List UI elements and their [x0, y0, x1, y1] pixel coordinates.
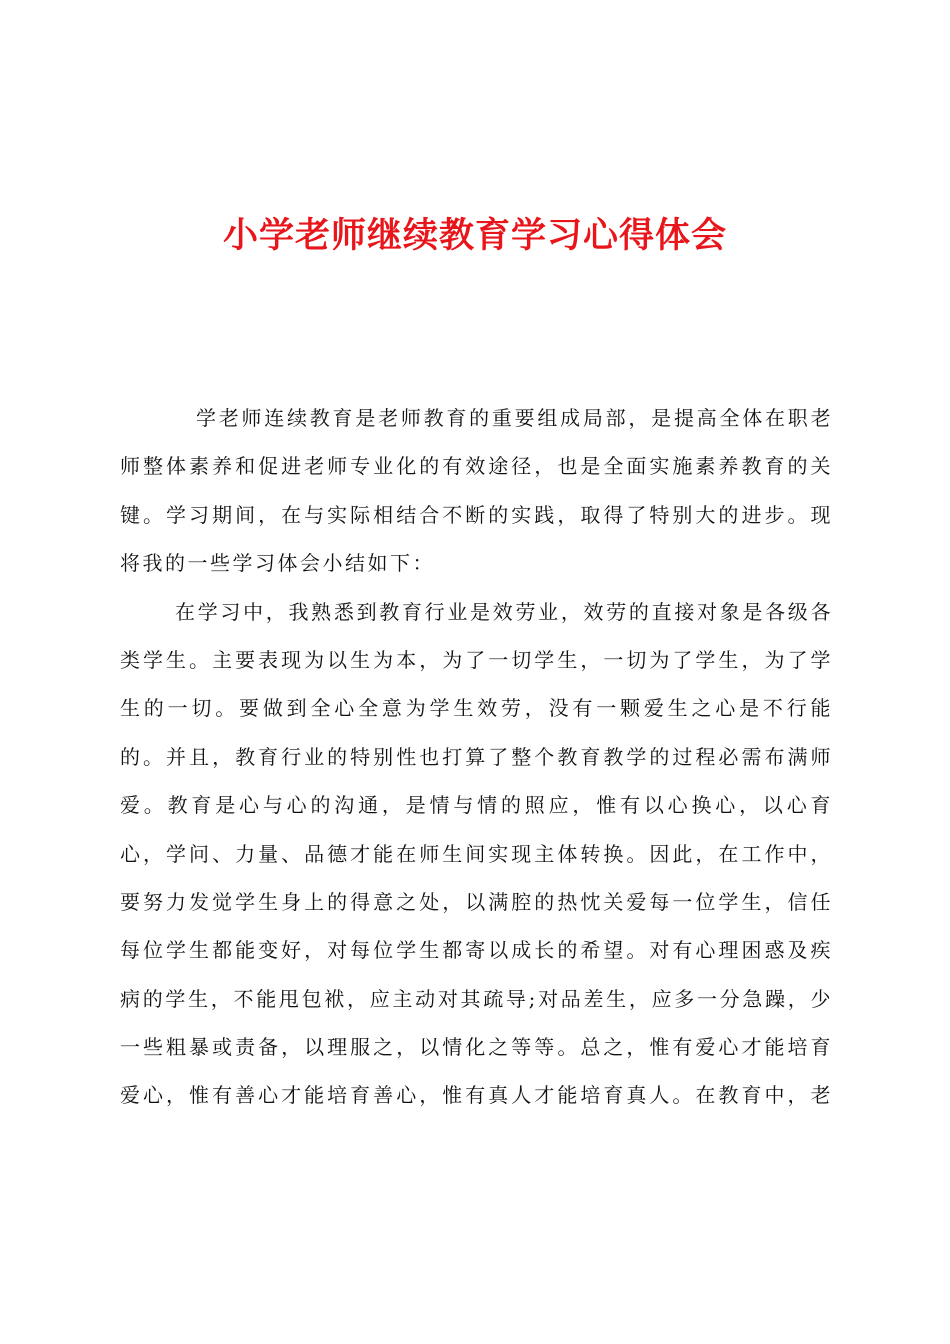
paragraph-line: 师整体素养和促进老师专业化的有效途径，也是全面实施素养教育的关 [120, 454, 833, 479]
paragraph-line: 心，学问、力量、品德才能在师生间实现主体转换。因此，在工作中， [120, 841, 833, 866]
paragraph-line: 要努力发觉学生身上的得意之处，以满腔的热忱关爱每一位学生，信任 [120, 889, 833, 914]
paragraph-line: 爱心，惟有善心才能培育善心，惟有真人才能培育真人。在教育中，老 [120, 1083, 833, 1108]
document-body [120, 394, 833, 1120]
paragraph-line: 在学习中，我熟悉到教育行业是效劳业，效劳的直接对象是各级各 [175, 599, 833, 624]
document-title: 小学老师继续教育学习心得体会 [222, 215, 727, 256]
paragraph-line: 类学生。主要表现为以生为本，为了一切学生，一切为了学生，为了学 [120, 647, 833, 672]
paragraph-line: 生的一切。要做到全心全意为学生效劳，没有一颗爱生之心是不行能 [120, 696, 833, 721]
paragraph-1 [120, 394, 833, 588]
paragraph-line: 爱。教育是心与心的沟通，是情与情的照应，惟有以心换心，以心育 [120, 793, 833, 818]
paragraph-2 [120, 588, 833, 1120]
paragraph-line: 键。学习期间，在与实际相结合不断的实践，取得了特别大的进步。现 [120, 502, 833, 527]
paragraph-line: 将我的一些学习体会小结如下： [120, 551, 435, 576]
paragraph-line: 病的学生，不能甩包袱，应主动对其疏导;对品差生，应多一分急躁，少 [120, 986, 833, 1011]
paragraph-line: 每位学生都能变好，对每位学生都寄以成长的希望。对有心理困惑及疾 [120, 938, 833, 963]
paragraph-line: 学老师连续教育是老师教育的重要组成局部，是提高全体在职老 [196, 406, 833, 430]
paragraph-line: 的。并且，教育行业的特别性也打算了整个教育教学的过程必需布满师 [120, 744, 833, 769]
paragraph-line: 一些粗暴或责备，以理服之，以情化之等等。总之，惟有爱心才能培育 [120, 1035, 833, 1060]
